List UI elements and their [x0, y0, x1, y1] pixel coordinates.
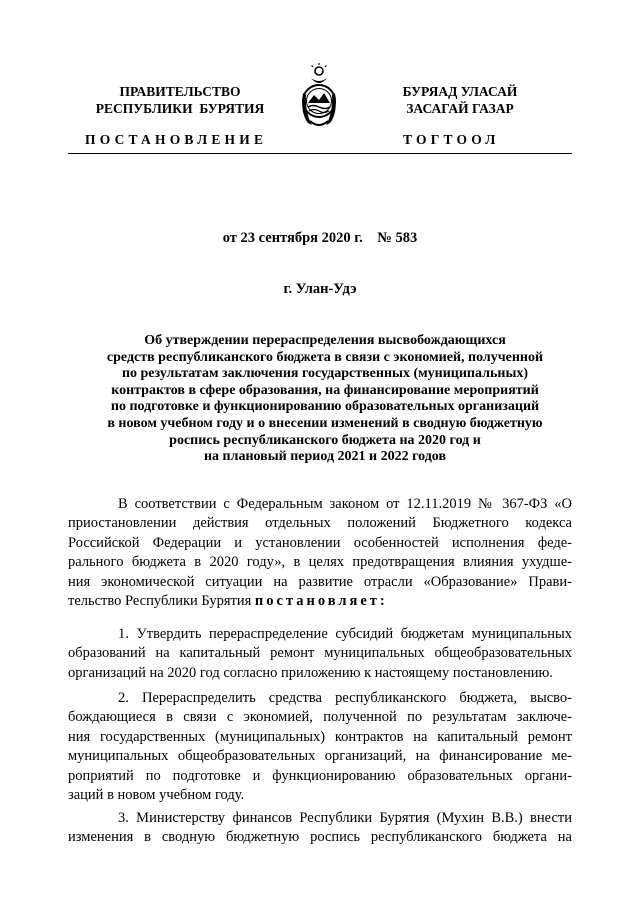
doc-type-ru: ПОСТАНОВЛЕНИЕ — [85, 132, 268, 147]
header-left — [80, 83, 280, 117]
text-line: приостановлении действия отдельных положений Бюджетного кодекса — [68, 515, 572, 532]
text-line: В соответствии с Федеральным законом от 12.11.2019 № 367-ФЗ «О — [118, 496, 572, 512]
org-name-bur-line2: ЗАСАГАЙ ГАЗАР — [406, 101, 514, 116]
text-line: изменения в сводную бюджетную роспись республиканского бюджета на — [68, 829, 572, 846]
text-line: 2. Перераспределить средства республиканского бюджета, высво- — [118, 690, 572, 706]
text-line: ния экономической ситуации на развитие отрасли «Образование» Прави- — [68, 573, 572, 590]
title-line: в новом учебном году и о внесении изменений в сводную бюджетную — [107, 415, 543, 431]
org-name-ru-line2: РЕСПУБЛИКИ БУРЯТИЯ — [95, 101, 265, 116]
title-line: средств республиканского бюджета в связи с экономией, полученной — [106, 349, 544, 365]
doc-title — [80, 333, 570, 466]
doc-city: г. Улан-Удэ — [283, 281, 357, 297]
title-line: роспись республиканского бюджета на 2020 год и — [169, 432, 481, 448]
preamble-paragraph — [68, 495, 572, 611]
title-line: Об утверждении перераспределения высвобождающихся — [144, 333, 506, 348]
doc-type-bur: ТОГТООЛ — [403, 132, 500, 147]
item-3-paragraph — [68, 809, 572, 848]
text-line: Российской Федерации и установлении особенностей исполнения феде- — [68, 534, 572, 551]
doc-date-number: от 23 сентября 2020 г. № 583 — [222, 230, 418, 246]
text-line: 3. Министерству финансов Республики Бурятия (Мухин В.В.) внести — [118, 810, 572, 826]
org-name-bur-line1: БУРЯАД УЛАСАЙ — [402, 84, 518, 99]
text-line: ния государственных (муниципальных) контрактов на капитальный ремонт — [68, 728, 572, 745]
text-line-final — [68, 592, 572, 611]
coat-of-arms-icon — [296, 63, 342, 129]
title-line: на плановый период 2021 и 2022 годов — [203, 449, 447, 465]
text-line: образований на капитальный ремонт муниципальных общеобразовательных — [68, 645, 572, 662]
title-line: контрактов в сфере образования, на финансирование мероприятий — [111, 382, 539, 398]
text-line: муниципальных общеобразовательных организаций, на финансирование ме- — [68, 748, 572, 765]
header-divider — [68, 153, 572, 154]
text-line: тельство Республики Бурятия — [68, 592, 252, 609]
header-right — [370, 83, 550, 117]
org-name-ru-line1: ПРАВИТЕЛЬСТВО — [119, 84, 241, 99]
text-line: бождающиеся в связи с экономией, полученной по результатам заключе- — [68, 709, 572, 726]
title-line: по подготовке и функционированию образовательных организаций — [110, 399, 540, 415]
text-line: организаций на 2020 год согласно приложению к настоящему постановлению. — [68, 664, 553, 681]
text-line: 1. Утвердить перераспределение субсидий бюджетам муниципальных — [118, 626, 572, 642]
text-line: роприятий по подготовке и функционированию образовательных органи- — [68, 767, 572, 784]
item-1-paragraph — [68, 625, 572, 683]
item-2-paragraph — [68, 689, 572, 805]
text-line: заций в новом учебном году. — [68, 786, 245, 803]
decree-word: постановляет: — [254, 592, 388, 609]
title-line: по результатам заключения государственных (муниципальных) — [121, 366, 529, 382]
text-line: рального бюджета в 2020 году», в целях предотвращения влияния ухудше- — [68, 554, 572, 571]
